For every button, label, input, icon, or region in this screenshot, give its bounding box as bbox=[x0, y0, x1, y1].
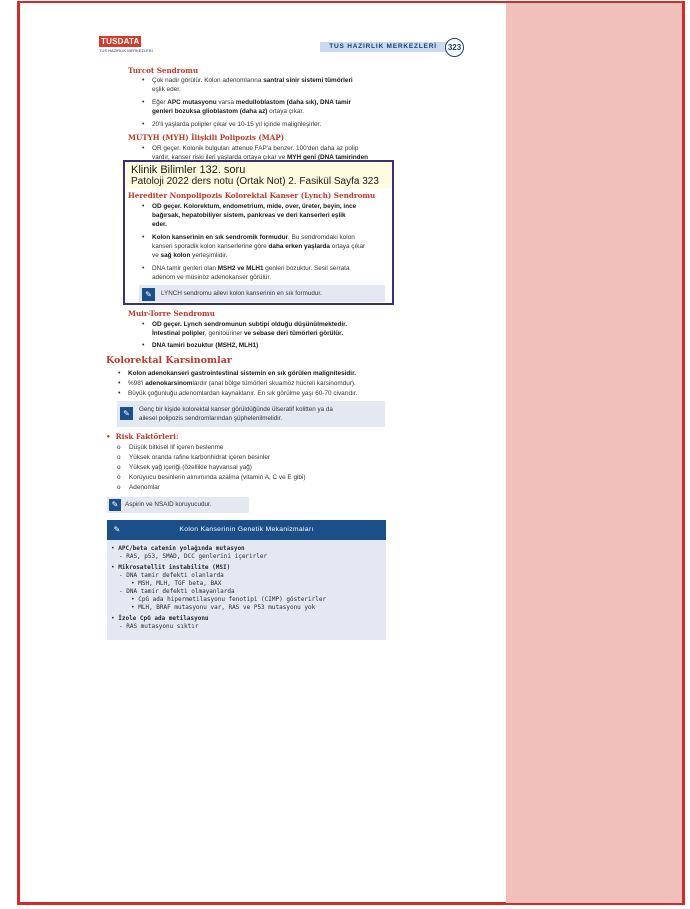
circle-bullet: o bbox=[117, 444, 121, 451]
text: CpG ada hipermetilasyonu fenotipi (CIMP) gösterirler bbox=[138, 596, 327, 603]
text: kanseri sporadik kolon kanserlerine göre bbox=[152, 243, 269, 250]
text-bold: adenokarsinom bbox=[145, 380, 193, 387]
text-bold: ve sebase deri tümörleri görülür. bbox=[244, 330, 344, 337]
note-line: Genç bir kişide kolorektal kanser görüldüğünde ülseratif kolitten ya da bbox=[139, 406, 333, 413]
genetic-line: • APC/beta catenin yolağında mutasyon bbox=[111, 545, 245, 552]
text-bold: DNA tamiri bozuktur (MSH2, MLH1) bbox=[152, 342, 259, 349]
genetic-line: - RAS mutasyonu sıktır bbox=[119, 623, 199, 630]
text-bold: MSH2 ve MLH1 bbox=[217, 265, 264, 272]
lynch-bullet-1 bbox=[142, 202, 390, 229]
crc-bullet-2 bbox=[118, 379, 390, 388]
risk-item bbox=[117, 483, 160, 493]
text: DNA tamir genleri olan bbox=[152, 265, 218, 272]
crc-title: Kolorektal Karsinomlar bbox=[106, 355, 232, 366]
text: MLH, BRAF mutasyonu var, RAS ve P53 mutasyonu yok bbox=[138, 604, 316, 611]
text: Büyük çoğunluğu adenomlardan kaynaklanır. En sık görülme yaşı 60-70 civarıdır. bbox=[128, 390, 358, 397]
risk-item bbox=[117, 453, 270, 463]
text-bold: OD geçer. Kolorektum, endometrium, mide, over, üreter, beyin, ince bbox=[152, 203, 357, 210]
mutyh-title: MUTYH (MYH) İlişkili Polipozis (MAP) bbox=[128, 133, 285, 142]
pencil-icon: ✎ bbox=[113, 525, 121, 534]
text-bold: medulloblastom (daha sık), DNA tamir bbox=[235, 99, 351, 106]
annotation-line-2: Patoloji 2022 ders notu (Ortak Not) 2. Fasikül Sayfa 323 bbox=[131, 176, 379, 187]
muir-bullet-1 bbox=[142, 320, 392, 338]
circle-bullet: o bbox=[117, 474, 121, 481]
genetic-line: - DNA tamir defekti olanlarda bbox=[119, 572, 224, 579]
crc-bullet-1 bbox=[118, 369, 390, 378]
text: vardır, kanser riski ileri yaşlarda ortaya çıkar ve bbox=[152, 154, 287, 161]
text: Yüksek yağ içeriği (özellikle hayvansal yağ) bbox=[129, 464, 252, 471]
bullet-dot: • bbox=[142, 234, 145, 241]
bullet-dot: • bbox=[142, 265, 145, 272]
crc-bullet-3 bbox=[118, 389, 390, 398]
text: Çok nadir görülür. Kolon adenomlarına bbox=[152, 77, 264, 84]
genetic-title: Kolon Kanserinin Genetik Mekanizmaları bbox=[179, 526, 314, 533]
muir-bullet-2 bbox=[142, 341, 392, 350]
genetic-line: - DNA tamir defekti olmayanlarda bbox=[119, 588, 235, 595]
text-bold: daha erken yaşlarda bbox=[268, 243, 330, 250]
bullet-dot: • bbox=[106, 432, 111, 441]
annotation-line-1: Klinik Bilimler 132. soru bbox=[131, 164, 246, 176]
side-panel bbox=[506, 3, 682, 903]
text: OR geçer. Kolonik bulguları attenue FAP'a benzer. 100'den daha az polip bbox=[152, 145, 359, 152]
text: Yüksek oranda rafine karbonhidrat içeren besinler bbox=[129, 454, 271, 461]
text-bold: eder. bbox=[152, 221, 167, 228]
bullet-dot: • bbox=[142, 77, 145, 84]
page-number: 323 bbox=[445, 38, 464, 57]
tusdata-logo bbox=[99, 36, 153, 56]
text: yerleşimlidir. bbox=[190, 252, 228, 259]
text-bold: bağırsak, hepatobiliyer sistem, pankreas ve deri kanserleri eşlik bbox=[152, 212, 346, 219]
text-bold: İzole CpG ada metilasyonu bbox=[118, 615, 209, 622]
text-bold: MYH geni (DNA tamirinden bbox=[286, 154, 369, 161]
bullet-dot: • bbox=[142, 99, 145, 106]
lynch-bullet-2 bbox=[142, 233, 390, 260]
risk-item bbox=[117, 463, 252, 473]
text: %98'i bbox=[128, 380, 146, 387]
turcot-title: Turcot Sendromu bbox=[128, 66, 199, 75]
lynch-note bbox=[139, 285, 385, 302]
risk-item bbox=[117, 473, 306, 483]
text: adenom ve müsinöz adenokanser görülür. bbox=[152, 274, 272, 281]
genetic-line: • MLH, BRAF mutasyonu var, RAS ve P53 mutasyonu yok bbox=[131, 604, 316, 611]
text: Eğer bbox=[152, 99, 168, 106]
text: eşlik eder. bbox=[152, 86, 181, 93]
note-text: LYNCH sendromu ailevi kolon kanserinin en sık formudur. bbox=[161, 290, 322, 297]
note-line: ailesel polipozis sendromlarından şüphelenilmelidir. bbox=[139, 415, 283, 422]
text-bold: Mikrosatellit instabilite (MSI) bbox=[118, 564, 231, 571]
turcot-bullet-1 bbox=[142, 76, 392, 94]
crc-note bbox=[117, 401, 385, 427]
text-bold: Kolon kanserinin en sık sendromik formudur bbox=[152, 234, 289, 241]
bullet-dot: • bbox=[118, 380, 121, 387]
bullet-dot: • bbox=[118, 390, 121, 397]
text: Koruyucu besinlerin alınımında azalma (vitamin A, C ve E gibi) bbox=[129, 474, 306, 481]
genetic-line: • İzole CpG ada metilasyonu bbox=[111, 615, 209, 622]
text-bold: İntestinal polipler bbox=[152, 330, 205, 337]
text-bold: santral sinir sistemi tümörleri bbox=[263, 77, 353, 84]
bullet-dot: • bbox=[142, 203, 145, 210]
header-banner: TUS HAZIRLIK MERKEZLERİ bbox=[320, 42, 446, 52]
genetic-line: - RAS, p53, SMAD, DCC genlerini içerirler bbox=[119, 553, 268, 560]
bullet-dot: • bbox=[142, 342, 145, 349]
pencil-icon: ✎ bbox=[142, 288, 155, 301]
note-text bbox=[139, 405, 333, 423]
bullet-dot: • bbox=[118, 370, 121, 377]
text: ortaya çıkar. bbox=[267, 108, 304, 115]
text: Adenomlar bbox=[129, 484, 160, 491]
lynch-title: Herediter Nonpolipozis Kolorektal Kanser (Lynch) Sendromu bbox=[128, 191, 376, 200]
text: 20'li yaşlarda polipler çıkar ve 10-15 yıl içinde malignleşirler. bbox=[152, 121, 322, 128]
turcot-bullet-3 bbox=[142, 120, 392, 129]
lynch-bullet-3 bbox=[142, 264, 390, 282]
text-bold: APC mutasyonu bbox=[167, 99, 217, 106]
text: lardır (anal bölge tümörleri skuamöz hücreli karsinomdur). bbox=[192, 380, 356, 387]
genetic-line: • CpG ada hipermetilasyonu fenotipi (CIMP) gösterirler bbox=[131, 596, 327, 603]
risk-item bbox=[117, 443, 223, 453]
muir-title: Muir-Torre Sendromu bbox=[128, 309, 215, 318]
text-bold: OD geçer. Lynch sendromunun subtipi olduğu düşünülmektedir. bbox=[152, 321, 348, 328]
bullet-dot: • bbox=[142, 121, 145, 128]
pencil-icon: ✎ bbox=[120, 407, 133, 420]
text-bold: Kolon adenokanseri gastrointestinal sistemin en sık görülen malignitesidir. bbox=[128, 370, 356, 377]
text: Düşük bitkisel lif içeren beslenme bbox=[129, 444, 224, 451]
text-bold: genleri bozuksa glioblastom (daha az) bbox=[152, 108, 268, 115]
text: MSH, MLH, TGF beta, BAX bbox=[138, 580, 222, 587]
note-text: Aspirin ve NSAID koruyucudur. bbox=[125, 501, 212, 508]
risk-title bbox=[106, 432, 179, 441]
logo-text: TUSDATA bbox=[101, 37, 140, 46]
genetic-line: • MSH, MLH, TGF beta, BAX bbox=[131, 580, 222, 587]
genetic-box-header bbox=[107, 520, 386, 540]
text: varsa bbox=[216, 99, 236, 106]
genetic-line: • Mikrosatellit instabilite (MSI) bbox=[111, 564, 231, 571]
logo-subtitle: TUS HAZIRLIK MERKEZLERİ bbox=[99, 48, 153, 53]
circle-bullet: o bbox=[117, 484, 121, 491]
text-bold: APC/beta catenin yolağında mutasyon bbox=[118, 545, 245, 552]
turcot-bullet-2 bbox=[142, 98, 392, 116]
bullet-dot: • bbox=[142, 321, 145, 328]
bullet-dot: • bbox=[142, 145, 145, 152]
annotation-label bbox=[125, 162, 392, 188]
text: ve bbox=[152, 252, 161, 259]
text: ortaya çıkar bbox=[329, 243, 366, 250]
text: genleri bozuktur. Sesil serrata bbox=[263, 265, 350, 272]
pencil-icon: ✎ bbox=[109, 499, 121, 511]
risk-note bbox=[107, 497, 249, 513]
circle-bullet: o bbox=[117, 464, 121, 471]
text-bold: sağ kolon bbox=[160, 252, 191, 259]
circle-bullet: o bbox=[117, 454, 121, 461]
text: , genitoüriner bbox=[204, 330, 244, 337]
text: Risk Faktörleri: bbox=[115, 432, 179, 441]
text: . Bu sendromdaki kolon bbox=[288, 234, 355, 241]
